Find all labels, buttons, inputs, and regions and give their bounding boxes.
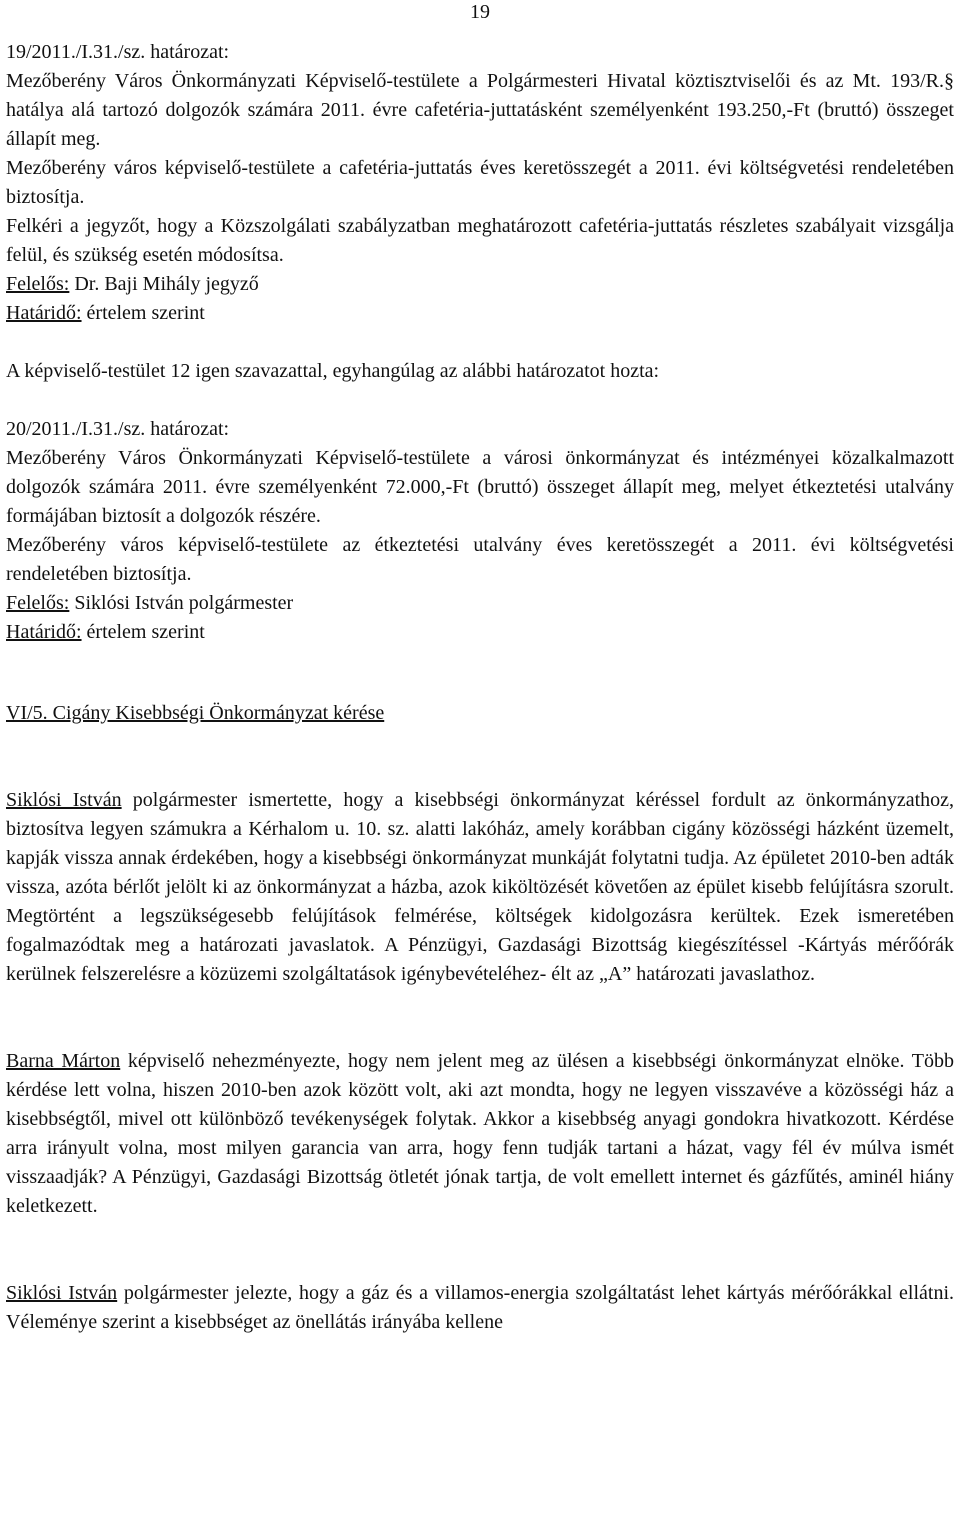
speaker-name: Siklósi István: [6, 1282, 118, 1304]
section-heading: VI/5. Cigány Kisebbségi Önkormányzat kérése: [6, 702, 385, 724]
resolution-paragraph: Felkéri a jegyzőt, hogy a Közszolgálati szabályzatban meghatározott cafetéria-juttatás részletes szabályait vizsgálja felül, és szükség esetén módosítsa.: [6, 215, 954, 266]
paragraph-siklosi-2: [6, 1279, 954, 1337]
page-number: 19: [470, 1, 490, 23]
responsible-label: Felelős:: [6, 273, 70, 295]
deadline-line: [6, 618, 954, 647]
paragraph-text: polgármester jelezte, hogy a gáz és a villamos-energia szolgáltatást lehet kártyás mérőórákkal ellátni. Véleménye szerint a kisebbséget az önellátás irányába kellene: [6, 1282, 954, 1333]
resolution-paragraph: Mezőberény Város Önkormányzati Képviselő-testülete a városi önkormányzat és intézményei közalkalmazott dolgozók számára 2011. évre személyenként 72.000,-Ft (bruttó) összeget állapít meg, melyet étkeztetési utalvány formájában biztosít a dolgozók részére.: [6, 447, 954, 527]
resolution-heading: 19/2011./I.31./sz. határozat:: [6, 41, 230, 63]
resolution-paragraph: Mezőberény város képviselő-testülete a cafetéria-juttatás éves keretösszegét a 2011. évi költségvetési rendeletében biztosítja.: [6, 157, 954, 208]
speaker-name: Siklósi István: [6, 789, 122, 811]
responsible-value: Dr. Baji Mihály jegyző: [69, 273, 259, 295]
deadline-label: Határidő:: [6, 302, 82, 324]
deadline-value: értelem szerint: [81, 302, 205, 324]
responsible-line: [6, 270, 954, 299]
spacer: [6, 386, 954, 415]
paragraph-text: képviselő nehezményezte, hogy nem jelent meg az ülésen a kisebbségi önkormányzat elnöke. Több kérdése lett volna, hiszen 2010-ben azok között volt, aki azt mondta, hogy ne legyen visszavéve a közösségi ház a kisebbségtől, mivel ott különböző tevékenységek folytak. Akkor a kisebbség anyagi gondokra hivatkozott. Kérdése arra irányult volna, most milyen garancia van arra, hogy fenn tudják tartani a házat, vagy fél év múlva ismét visszaadják? A Pénzügyi, Gazdasági Bizottság ötletét jónak tartja, de volt emellett internet és gázfűtés, aminél hiány keletkezett.: [6, 1050, 954, 1217]
spacer: [6, 989, 954, 1047]
paragraph-barna: [6, 1047, 954, 1221]
vote-statement: A képviselő-testület 12 igen szavazattal, egyhangúlag az alábbi határozatot hozta:: [6, 360, 660, 382]
spacer: [6, 1221, 954, 1279]
responsible-value: Siklósi István polgármester: [69, 592, 294, 614]
spacer: [6, 328, 954, 357]
spacer: [6, 647, 954, 699]
speaker-name: Barna Márton: [6, 1050, 121, 1072]
deadline-line: [6, 299, 954, 328]
resolution-paragraph: Mezőberény Város Önkormányzati Képviselő-testülete a Polgármesteri Hivatal köztisztviselői és az Mt. 193/R.§ hatálya alá tartozó dolgozók számára 2011. évre cafetéria-juttatásként személyenként 193.250,-Ft (bruttó) összeget állapít meg.: [6, 70, 954, 150]
resolution-20: [6, 415, 954, 647]
responsible-line: [6, 589, 954, 618]
deadline-value: értelem szerint: [81, 621, 205, 643]
spacer: [6, 728, 954, 786]
document-body: [6, 38, 954, 1337]
resolution-heading: 20/2011./I.31./sz. határozat:: [6, 418, 230, 440]
deadline-label: Határidő:: [6, 621, 82, 643]
paragraph-siklosi-1: [6, 786, 954, 989]
resolution-19: [6, 38, 954, 328]
responsible-label: Felelős:: [6, 592, 70, 614]
paragraph-text: polgármester ismertette, hogy a kisebbségi önkormányzat kéréssel fordult az önkormányzathoz, biztosítva legyen számukra a Kérhalom u. 10. sz. alatti lakóház, amely korábban cigány közösségi házként üzemelt, kapják vissza annak érdekében, hogy a kisebbségi önkormányzat munkáját folytatni tudja. Az épületet 2010-ben adták vissza, azóta bérlőt jelölt ki az önkormányzat a házba, azok kiköltözését követően az épület kisebb felújításra szorult. Megtörtént a legszükségesebb felújítások felmérése, költségek kidolgozásra kerültek. Ezek ismeretében fogalmazódtak meg a határozati javaslatok. A Pénzügyi, Gazdasági Bizottság kiegészítéssel -Kártyás mérőórák kerülnek felszerelésre a közüzemi szolgáltatások igénybevételéhez- élt az „A” határozati javaslathoz.: [6, 789, 955, 985]
resolution-paragraph: Mezőberény város képviselő-testülete az étkeztetési utalvány éves keretösszegét a 2011. évi költségvetési rendeletében biztosítja.: [6, 534, 954, 585]
